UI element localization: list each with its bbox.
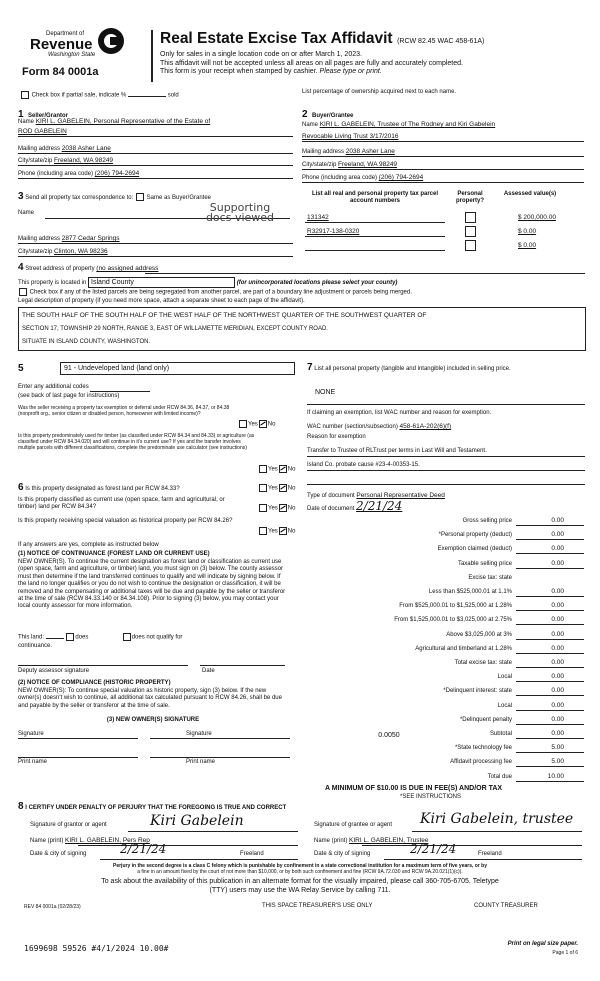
s6-q1-row: 6 Is this property designated as forest land per RCW 84.33? — [18, 482, 180, 493]
buyer-mailing-row: Mailing address 2038 Asher Lane — [302, 148, 395, 155]
correspondence-row: 3 Send all property tax correspondence to: Same as Buyer/Grantee — [18, 191, 212, 202]
s6-q3: Is this property receiving special valuation as historical property per RCW 84.26? — [18, 518, 233, 524]
tax-row-value[interactable]: 0.00 — [551, 644, 564, 652]
s6-q1-no[interactable] — [279, 484, 287, 492]
exemption-label: If claiming an exemption, list WAC number and reason for exemption. — [307, 410, 492, 416]
minimum-due: A MINIMUM OF $10.00 IS DUE IN FEE(S) AND/OR TAX — [325, 785, 503, 792]
tax-row-value[interactable]: 0.00 — [551, 588, 564, 595]
notice1-title: (1) NOTICE OF CONTINUANCE (FOREST LAND OR CURRENT USE) — [18, 551, 210, 557]
s6-q2-answer: Yes No — [258, 504, 295, 513]
alt-format-notice: To ask about the availability of this publication in an alternate format for the visually impaired, please call 360-705-6705. Teletype (TTY) users may use the WA Relay Service by calling 711. — [101, 878, 499, 894]
reason-1[interactable]: Transfer to Trustee of RLTrust per terms in Last Will and Testament. — [307, 448, 487, 454]
grantor-signature[interactable]: Kiri Gabelein — [150, 813, 244, 829]
corr-name-label: Name — [18, 210, 35, 216]
assessed-value[interactable]: $ 0.00 — [518, 242, 537, 249]
notice-3: This form is your receipt when stamped by cashier. Please type or print. — [160, 68, 382, 75]
seller-mailing-row: Mailing address 2038 Asher Lane — [18, 145, 111, 152]
tax-row-value[interactable]: 0.00 — [551, 730, 564, 737]
parcel-number[interactable]: R32917-138-0320 — [307, 228, 360, 235]
land-use-select[interactable]: 91 - Undeveloped land (land only) — [60, 362, 295, 375]
seller-city[interactable]: Freeland, WA 98249 — [54, 157, 114, 164]
legal-line-2: SECTION 17, TOWNSHIP 29 NORTH, RANGE 3, EAST OF WILLAMETTE MERIDIAN, EXCEPT COUNTY ROAD. — [22, 326, 328, 332]
perjury-notice: Perjury in the second degree is a class C felony which is punishable by confinement in a state correctional institution for a maximum term of five years, or by a fine in an amount fixed by the court of not more than $10,000, or by both such confinement and fine (RCW 9A.72.030 and RCW 9A.20.021(1)(c)). — [113, 863, 487, 875]
doc-type-row: Type of document Personal Representative Deed — [307, 492, 445, 499]
buyer-name-2[interactable]: Revocable Living Trust 3/17/2016 — [302, 133, 399, 140]
boundary-checkbox[interactable] — [19, 288, 27, 296]
s5-q1-no[interactable] — [259, 420, 267, 428]
form-title-ref: (RCW 82.45 WAC 458-61A) — [397, 38, 485, 45]
tax-row-line — [516, 624, 584, 625]
tax-row-value[interactable]: 0.00 — [551, 701, 564, 709]
codes-note: (see back of last page for instructions) — [18, 393, 120, 399]
buyer-phone-row: Phone (including area code) (206) 794-2694 — [302, 174, 424, 181]
reason-label: Reason for exemption — [307, 434, 366, 440]
see-instructions: *SEE INSTRUCTIONS — [400, 794, 462, 800]
tax-row-line — [516, 596, 584, 597]
wac-row: WAC number (section/subsection) 458-61A-202(6)(f) — [307, 423, 452, 430]
buyer-heading: 2 Buyer/Grantee — [302, 109, 354, 120]
s5-q1: Was the seller receiving a property tax exemption or deferral under RCW 84.36, 84.37, or 84.38 (nonprofit org., senior citizen or disabled person, homeowner with limited income)? — [18, 405, 230, 417]
grantee-sig-label: Signature of grantee or agent — [314, 822, 393, 828]
tax-row-label: *Personal property (deduct) — [438, 532, 512, 539]
new-owner-sig-heading: (3) NEW OWNER(S) SIGNATURE — [106, 717, 200, 723]
owner-print-1[interactable]: Print name — [18, 759, 48, 765]
seller-phone-row: Phone (including area code) (206) 794-2694 — [18, 170, 140, 177]
tax-row-label: From $525,000.01 to $1,525,000 at 1.28% — [399, 603, 512, 610]
buyer-name-1[interactable]: KIRI L. GABELEIN, Trustee of The Rodney and Kiri Gabelein — [319, 121, 496, 128]
dept-line2: Revenue — [30, 36, 93, 54]
s6-q2-no[interactable] — [279, 504, 287, 512]
grantee-city[interactable]: Freeland — [478, 851, 502, 857]
tax-row-label: Gross selling price — [462, 518, 512, 524]
grantor-sig-label: Signature of grantor or agent — [30, 822, 107, 828]
form-number: Form 84 0001a — [22, 66, 99, 78]
assessed-value[interactable]: $ 200,000.00 — [518, 214, 556, 221]
page-number: Page 1 of 6 — [552, 950, 578, 956]
buyer-city-row: City/state/zip Freeland, WA 98249 — [302, 161, 398, 168]
s5-q2-no[interactable] — [279, 465, 287, 473]
legal-description-box[interactable] — [18, 307, 586, 351]
boundary-row: Check box if any of the listed parcels are being segregated from another parcel, are part of a boundary line adjustment or parcels being merged. — [18, 288, 412, 297]
ownership-note: List percentage of ownership acquired next to each name. — [302, 89, 457, 95]
s5-q2-yes[interactable] — [259, 465, 267, 473]
header-notices — [160, 51, 590, 77]
owner-sig-1[interactable]: Signature — [18, 731, 44, 737]
seller-heading: 1 Seller/Grantor — [18, 109, 69, 120]
legal-line-3: SITUATE IN ISLAND COUNTY, WASHINGTON. — [22, 339, 151, 345]
land-does-checkbox[interactable] — [66, 633, 74, 641]
notice-2: This affidavit will not be accepted unless all areas on all pages are fully and accurately completed. — [160, 59, 463, 67]
street-address-row: 4 Street address of property (no assigned address — [18, 262, 159, 273]
tax-row-label: *Delinquent interest: state — [443, 688, 512, 695]
reason-2[interactable]: Island Co. probate cause #23-4-00353-15. — [307, 462, 420, 468]
s5-q2-answer: Yes No — [258, 465, 295, 474]
tax-row-line — [516, 667, 584, 668]
partial-sale-checkbox[interactable] — [21, 91, 29, 99]
tax-row-line — [516, 525, 584, 526]
s6-q2-yes[interactable] — [259, 504, 267, 512]
cashier-stamp: 1699698 59526 #4/1/2024 10.00# — [24, 944, 169, 953]
s6-q1-yes[interactable] — [259, 484, 267, 492]
tax-row-label: Agricultural and timberland at 1.28% — [415, 645, 512, 652]
s6-q2: Is this property classified as current use (open space, farm and agricultural, or timber) land per RCW 84.34? — [18, 497, 225, 511]
seller-mailing[interactable]: 2038 Asher Lane — [61, 145, 111, 152]
seller-city-row: City/state/zip Freeland, WA 98249 — [18, 157, 114, 164]
tax-row-value[interactable]: 0.00 — [551, 517, 564, 524]
form-title-row — [160, 30, 590, 48]
s7-row: 7 List all personal property (tangible and intangible) included in selling price. — [307, 362, 511, 373]
buyer-name-row: Name KIRI L. GABELEIN, Trustee of The Rodney and Kiri Gabelein — [302, 121, 496, 128]
s6-q3-no[interactable] — [279, 527, 287, 535]
street-address[interactable]: (no assigned address — [96, 265, 159, 272]
personal-property-checkbox[interactable] — [465, 240, 476, 251]
s6-q3-answer: Yes No — [258, 527, 295, 536]
notice1-text: NEW OWNER(S). To continue the current designation as forest land or classification as current use (open space, farm and agriculture, or timber) land, you must sign on (3) below. The county assessor must then determine if the land transferred continues to qualify and will indicate by signing below. If the land no longer qualifies or you do not wish to continue the designation or classification, it will be removed and the compensating or additional taxes will be due and payable by the seller or transferor at the time of sale (RCW 84.33.140 or 84.34.108). Prior to signing (3) below, you may contact your local county assessor for more information. — [18, 559, 286, 610]
grantee-date[interactable]: 2/21/24 — [410, 842, 457, 856]
tax-row-label: Total excise tax: state — [454, 660, 512, 666]
tax-row-line — [516, 639, 584, 640]
supporting-docs-stamp: Supporting docs viewed — [205, 201, 275, 224]
tax-row-value[interactable]: 0.00 — [551, 715, 564, 723]
tax-row-value[interactable]: 10.00 — [547, 772, 564, 780]
form-title: Real Estate Excise Tax Affidavit — [160, 30, 393, 47]
corr-city[interactable]: Clinton, WA 98236 — [54, 248, 108, 255]
tax-row-value[interactable]: 0.00 — [551, 545, 564, 553]
grantee-name-row: Name (print) KIRI L. GABELEIN, Trustee — [314, 837, 429, 844]
tax-row-value[interactable]: 0.00 — [551, 531, 564, 539]
grantee-signature[interactable]: Kiri Gabelein, trustee — [420, 811, 574, 827]
tax-row-label: Affidavit processing fee — [450, 759, 512, 766]
grantor-city[interactable]: Freeland — [240, 851, 264, 857]
tax-row-line — [516, 710, 584, 711]
grantor-print-name[interactable]: KIRI L. GABELEIN, Pers Rep — [65, 837, 150, 844]
partial-sale-row — [20, 91, 179, 100]
s6-if-yes: If any answers are yes, complete as instructed below — [18, 542, 159, 548]
doc-type[interactable]: Personal Representative Deed — [356, 492, 445, 499]
this-land-row: This land: does does not qualify for — [18, 634, 183, 641]
tax-row-label: *Delinquent penalty — [459, 716, 512, 723]
tax-row-label: Above $3,025,000 at 3% — [446, 631, 512, 638]
s5-q1-answer: Yes No — [238, 420, 275, 429]
tax-row-line — [516, 568, 584, 569]
county-treasurer: COUNTY TREASURER — [474, 903, 538, 909]
personal-property-checkbox[interactable] — [465, 212, 476, 223]
treasurer-use: THIS SPACE TREASURER'S USE ONLY — [262, 903, 373, 909]
tax-row-line — [516, 553, 584, 554]
tax-row-label: Subtotal — [489, 731, 512, 737]
personal-property-value[interactable]: NONE — [315, 389, 336, 396]
rev-number: REV 84 0001a (02/28/23) — [24, 904, 81, 910]
tax-row-line — [516, 738, 584, 739]
tax-row-label: Local — [497, 702, 512, 709]
county-select[interactable]: Island County — [88, 277, 235, 288]
certify-row: 8 I CERTIFY UNDER PENALTY OF PERJURY THAT THE FOREGOING IS TRUE AND CORRECT — [18, 801, 287, 812]
notice-1: Only for sales in a single location code on or after March 1, 2023. — [160, 51, 362, 58]
tax-row-label: From $1,525,000.01 to $3,025,000 at 2.75% — [394, 617, 512, 624]
owner-print-2[interactable]: Print name — [186, 759, 216, 765]
tax-row-line — [516, 724, 584, 725]
seller-name-2[interactable]: ROD GABELEIN — [18, 128, 67, 135]
tax-row-line — [516, 653, 584, 654]
codes-label: Enter any additional codes — [18, 384, 89, 390]
s5-q2: Is this property predominately used for timber (as classified under RCW 84.34 and 84.33) or agriculture (as classified under RCW 84.34.020) and will continue in it's current use? If yes and the transfer involves multiple parcels with different classifications, complete the predominate use calculator (see instructions) — [18, 433, 255, 451]
corr-city-row: City/state/zip Clinton, WA 98236 — [18, 248, 108, 255]
tax-row-label: Less than $525,000.01 at 1.1% — [428, 589, 512, 595]
section-5-number: 5 — [18, 363, 24, 374]
doc-date[interactable]: 2/21/24 — [356, 499, 403, 513]
tax-row-value[interactable]: 0.00 — [551, 673, 564, 681]
corr-mailing[interactable]: 2877 Cedar Springs — [61, 235, 120, 242]
personal-col-header: Personal property? — [455, 191, 484, 205]
tax-row-label: *State technology fee — [454, 745, 512, 752]
grantee-print-name[interactable]: KIRI L. GABELEIN, Trustee — [349, 837, 429, 844]
tax-row-label: Local — [497, 674, 512, 681]
personal-property-checkbox[interactable] — [465, 226, 476, 237]
tax-row-value[interactable]: 0.00 — [551, 602, 564, 610]
header-divider — [151, 30, 153, 82]
seller-phone[interactable]: (206) 794-2694 — [94, 170, 140, 177]
tax-row-value[interactable]: 0.00 — [551, 630, 564, 638]
tax-row-value[interactable]: 0.00 — [551, 659, 564, 666]
doc-date-row: Date of document 2/21/24 — [307, 499, 403, 513]
tax-row-label: Total due — [487, 773, 512, 780]
grantor-name-row: Name (print) KIRI L. GABELEIN, Pers Rep — [30, 837, 150, 844]
partial-sale-sold: sold — [167, 92, 179, 99]
dor-logo-icon — [98, 28, 124, 54]
local-rate[interactable]: 0.0050 — [378, 732, 400, 739]
continuance-label: continuance. — [18, 643, 53, 649]
owner-sig-2[interactable]: Signature — [186, 731, 212, 737]
deputy-sig-label: Deputy assessor signature — [18, 668, 90, 674]
tax-row-value[interactable]: 0.00 — [551, 559, 564, 567]
tax-row-value[interactable]: 5.00 — [551, 744, 564, 752]
parcel-number[interactable]: 131342 — [307, 214, 329, 221]
tax-row-value[interactable]: 0.00 — [551, 616, 564, 624]
county-row: This property is located in Island County (for unincorporated locations please select your county) — [18, 279, 398, 287]
grantee-date-label: Date & city of signing — [314, 851, 371, 857]
wac-number[interactable]: 458-61A-202(6)(f) — [399, 423, 452, 430]
tax-row-line — [516, 539, 584, 540]
tax-row-line — [516, 610, 584, 611]
land-does-not-checkbox[interactable] — [123, 633, 131, 641]
buyer-phone[interactable]: (206) 794-2694 — [378, 174, 424, 181]
tax-row-line — [516, 681, 584, 682]
dept-line1: Department of — [46, 31, 85, 37]
same-as-buyer-checkbox[interactable] — [136, 193, 144, 201]
assessed-col-header: Assessed value(s) — [503, 191, 557, 197]
tax-row-label: Excise tax: state — [468, 574, 512, 581]
notice2-text: NEW OWNER(S): To continue special valuation as historic property, sign (3) below. If the new owner(s) doesn't wish to continue, all additional tax calculated pursuant to RCW 84.26, shall be due and payable by the seller or transferor at the time of sale. — [18, 688, 282, 709]
parcel-col-header: List all real and personal property tax parcel account numbers — [311, 191, 439, 205]
legal-line-1: THE SOUTH HALF OF THE SOUTH HALF OF THE WEST HALF OF THE NORTHWEST QUARTER OF THE SOUTHWEST QUARTER OF — [22, 312, 427, 319]
tax-row-line — [516, 752, 584, 753]
s6-q1-answer: Yes No — [258, 484, 295, 493]
seller-name-row: Name KIRI L. GABELEIN, Personal Representative of the Estate of — [18, 118, 211, 125]
print-on-legal: Print on legal size paper. — [507, 941, 578, 947]
deputy-date-label: Date — [202, 668, 215, 674]
buyer-mailing[interactable]: 2038 Asher Lane — [345, 148, 395, 155]
legal-label: Legal description of property (if you need more space, attach a separate sheet to each page of the affidavit). — [18, 298, 305, 304]
dept-line3: Washington State — [48, 52, 96, 59]
tax-row-label: Taxable selling price — [457, 560, 512, 567]
seller-name-1[interactable]: KIRI L. GABELEIN, Personal Representative of the Estate of — [35, 118, 211, 125]
s5-q1-yes[interactable] — [239, 420, 247, 428]
tax-row-label: Exemption claimed (deduct) — [437, 546, 512, 553]
tax-row-value[interactable]: 0.00 — [551, 687, 564, 695]
partial-sale-label: Check box if partial sale, indicate % — [31, 92, 127, 99]
tax-row-line — [516, 781, 584, 782]
buyer-city[interactable]: Freeland, WA 98249 — [338, 161, 398, 168]
corr-mailing-row: Mailing address 2877 Cedar Springs — [18, 235, 120, 242]
assessed-value[interactable]: $ 0.00 — [518, 228, 537, 235]
grantor-date-label: Date & city of signing — [30, 851, 87, 857]
tax-row-value[interactable]: 5.00 — [551, 758, 564, 766]
tax-row-line — [516, 766, 584, 767]
tax-row-line — [516, 695, 584, 696]
grantor-date[interactable]: 2/21/24 — [120, 842, 167, 856]
s6-q3-yes[interactable] — [259, 527, 267, 535]
notice2-title: (2) NOTICE OF COMPLIANCE (HISTORIC PROPERTY) — [18, 680, 171, 686]
